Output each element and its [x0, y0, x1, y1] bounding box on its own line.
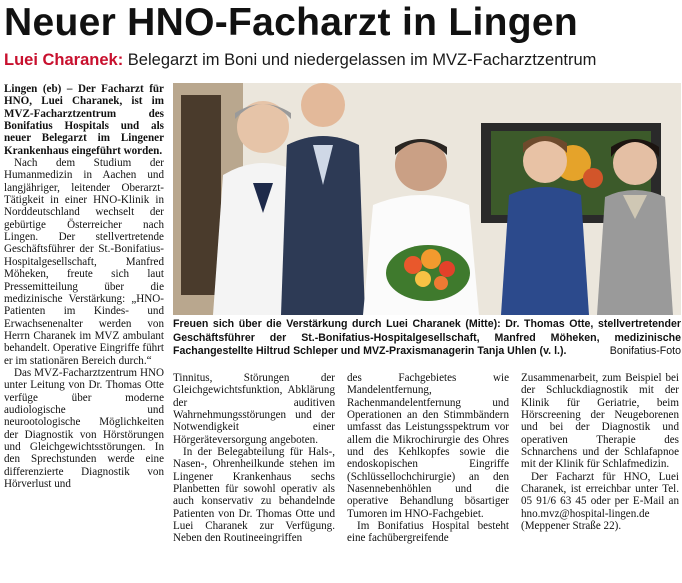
article-column-2 [173, 372, 335, 581]
headline: Neuer HNO-Facharzt in Lingen [4, 1, 578, 44]
subheadline [4, 49, 680, 71]
article-paragraph: des Fachgebietes wie Mandelentfernung, Rachenmandelentfernung und Operationen an den Stimmbändern umfasst das Leistungsspektrum vor allem die Mikrochirurgie des Ohres und des Kehlkopfes sowie die endoskopischen Eingriffe (Schlüssellochchirurgie) an den Nasennebenhöhlen und die operative Behandlung bösartiger Tumoren im HNO-Fachgebiet. [347, 372, 509, 520]
subheadline-text: Belegarzt im Boni und niedergelassen im MVZ-Facharztzentrum [127, 51, 597, 69]
article-paragraph: Zusammenarbeit, zum Beispiel bei der Schluckdiagnostik mit der Klinik für Geriatrie, beim Hörscreening der Neugeborenen und bei der Diagnostik und operativen Therapie des Schnarchens und der Schlafapnoe mit der Klinik für Schlafmedizin. [521, 372, 679, 471]
article-column-1 [4, 83, 164, 583]
photo-caption [173, 318, 681, 359]
article-paragraph: Der Facharzt für HNO, Luei Charanek, ist erreichbar unter Tel. 05 91/6 63 45 oder per E-Mail an hno.mvz@hospital-lingen.de (Meppener Straße 22). [521, 470, 679, 533]
photo-credit: Bonifatius-Foto [609, 345, 681, 357]
article-paragraph: Nach dem Studium der Humanmedizin in Aachen und langjähriger, leitender Oberarzt-Tätigkeit in einer HNO-Klinik in Norddeutschland wechselt der gebürtige Österreicher nach Lingen. Der stellvertretende Geschäftsführer der St.-Bonifatius-Hospitalgesellschaft, Manfred Möheken, freute sich laut Pressemitteilung über die medizinische Verstärkung: „HNO-Patienten im Kindes- und Erwachsenenalter werden von Herrn Charanek im MVZ ambulant behandelt. Operative Eingriffe führt er im stationären Bereich durch.“ [4, 157, 164, 367]
article-column-4 [521, 372, 679, 581]
article-column-3 [347, 372, 509, 581]
subheadline-accent: Luei Charanek: [4, 51, 124, 69]
article-lead: Lingen (eb) – Der Facharzt für HNO, Luei Charanek, ist im MVZ-Facharztzentrum des Bonifatius Hospitals und als neuer Belegarzt im Lingener Krankenhaus eingeführt worden. [4, 83, 164, 157]
article-paragraph: Tinnitus, Störungen der Gleichgewichtsfunktion, Abklärung der auditiven Wahrnehmungsstörungen und der Notwendigkeit einer Hörgeräteversorgung angeboten. [173, 372, 335, 446]
photo-caption-text: Freuen sich über die Verstärkung durch Luei Charanek (Mitte): Dr. Thomas Otte, stellvertretender Geschäftsführer der St.-Bonifatius-Hospitalgesellschaft, Manfred Möheken, medizinische Fachangestellte Hiltrud Schleper und MVZ-Praxismanagerin Tanja Uhlen (v. l.). [173, 318, 681, 357]
article-paragraph: Im Bonifatius Hospital besteht eine fachübergreifende [347, 520, 509, 545]
article-paragraph: In der Belegabteilung für Hals-, Nasen-, Ohrenheilkunde stehen im Lingener Krankenhaus sechs Planbetten für sowohl operativ als auch konservativ zu behandelnde Patienten von Dr. Thomas Otte und Luei Charanek zur Verfügung. Neben den Routineeingriffen [173, 446, 335, 545]
article-paragraph: Das MVZ-Facharztzentrum HNO unter Leitung von Dr. Thomas Otte verfüge über moderne audiologische und neurootologische Möglichkeiten der Diagnostik von Hörstörungen und Gleichgewichtsstörungen. In den Sprechstunden werde eine differenzierte Diagnostik von Hörverlust und [4, 366, 164, 490]
article-photo [173, 83, 681, 315]
